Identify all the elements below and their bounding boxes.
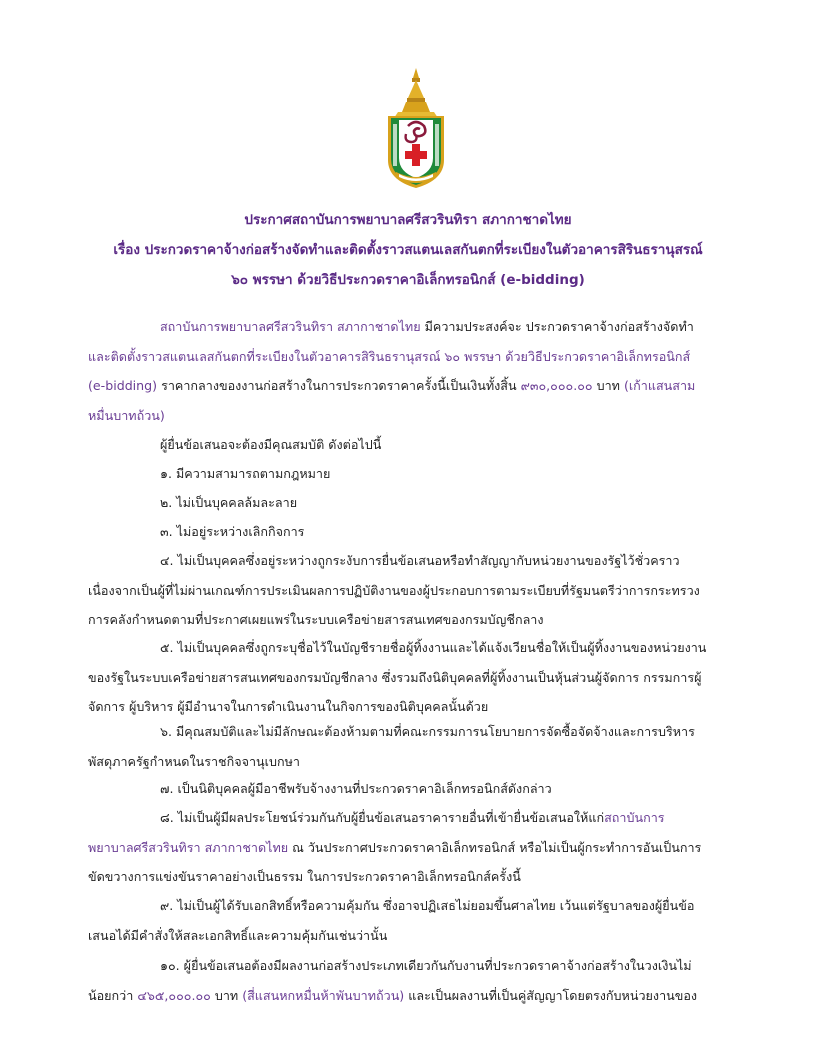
qualification-item-9: ๙. ไม่เป็นผู้ได้รับเอกสิทธิ์หรือความคุ้มกัน ซึ่งอาจปฏิเสธไม่ยอมขึ้นศาลไทย เว้นแต่รัฐบาลของผู้ยื่นข้อ เสนอได้มีคำสั่งให้สละเอกสิทธิ์และความคุ้มกันเช่นว่านั้น — [88, 898, 695, 943]
subject-line: เรื่อง ประกวดราคาจ้างก่อสร้างจัดทำและติดตั้งราวสแตนเลสกันตกที่ระเบียงในตัวอาคารสิรินธรานุสรณ์ — [113, 242, 703, 258]
announcement-title: ประกาศสถาบันการพยาบาลศรีสวรินทิรา สภากาชาดไทย — [244, 212, 572, 228]
qualification-item-5: ๕. ไม่เป็นบุคคลซึ่งถูกระบุชื่อไว้ในบัญชีรายชื่อผู้ทิ้งงานและได้แจ้งเวียนชื่อให้เป็นผู้ทิ้งงานของหน่วยงาน ของรัฐในระบบเครือข่ายสารสนเทศของกรมบัญชีกลาง ซึ่งรวมถึงนิติบุคคลที่ผู้ทิ้งงานเป็นหุ้นส่วนผู้จัดการ กรรมการผู้ จัดการ ผู้บริหาร ผู้มีอำนาจในการดำเนินงานในกิจการของนิติบุคคลนั้นด้วย — [88, 640, 707, 714]
qualifications-heading: ผู้ยื่นข้อเสนอจะต้องมีคุณสมบัติ ดังต่อไปนี้ — [160, 437, 382, 452]
reference-price: ๙๓๐,๐๐๐.๐๐ — [520, 378, 593, 393]
qualification-item-3: ๓. ไม่อยู่ระหว่างเลิกกิจการ — [160, 524, 305, 539]
spire-tip — [413, 68, 419, 78]
qualification-item-6: ๖. มีคุณสมบัติและไม่มีลักษณะต้องห้ามตามที่คณะกรรมการนโยบายการจัดซื้อจัดจ้างและการบริหาร พัสดุภาครัฐกำหนดในราชกิจจานุเบกษา — [88, 724, 695, 769]
qualification-item-4: ๔. ไม่เป็นบุคคลซึ่งอยู่ระหว่างถูกระงับการยื่นข้อเสนอหรือทำสัญญากับหน่วยงานของรัฐไว้ชั่วคราว เนื่องจากเป็นผู้ที่ไม่ผ่านเกณฑ์การประเมินผลการปฏิบัติงานของผู้ประกอบการตามระเบียบที่รัฐมนตรีว่าการกระทรวง การคลังกำหนดตามที่ประกาศเผยแพร่ในระบบเครือข่ายสารสนเทศของกรมบัญชีกลาง — [88, 553, 700, 627]
qualification-item-10: ๑๐. ผู้ยื่นข้อเสนอต้องมีผลงานก่อสร้างประเภทเดียวกันกับงานที่ประกวดราคาจ้างก่อสร้างในวงเงินไม่ น้อยกว่า ๔๖๕,๐๐๐.๐๐ บาท (สี่แสนหกหมื่นห้าพันบาทถ้วน) และเป็นผลงานที่เป็นคู่สัญญาโดยตรงกับหน่วยงานของ — [88, 958, 698, 1003]
institute-seal-logo — [380, 68, 452, 190]
qualification-item-1: ๑. มีความสามารถตามกฎหมาย — [160, 466, 331, 481]
institute-name: สถาบันการพยาบาลศรีสวรินทิรา สภากาชาดไทย — [160, 319, 421, 334]
intro-paragraph: สถาบันการพยาบาลศรีสวรินทิรา สภากาชาดไทย มีความประสงค์จะ ประกวดราคาจ้างก่อสร้างจัดทำ และติดตั้งราวสแตนเลสกันตกที่ระเบียงในตัวอาคารสิรินธรานุสรณ์ ๖๐ พรรษา ด้วยวิธีประกวดราคาอิเล็กทรอนิกส์ (e-bidding) ราคากลางของงานก่อสร้างในการประกวดราคาครั้งนี้เป็นเงินทั้งสิ้น ๙๓๐,๐๐๐.๐๐ บาท (เก้าแสนสาม หมื่นบาทถ้วน) — [88, 319, 696, 423]
qualification-item-7: ๗. เป็นนิติบุคคลผู้มีอาชีพรับจ้างงานที่ประกวดราคาอิเล็กทรอนิกส์ดังกล่าว — [160, 781, 552, 796]
qualification-item-2: ๒. ไม่เป็นบุคคลล้มละลาย — [160, 495, 298, 510]
subject-line-continued: ๖๐ พรรษา ด้วยวิธีประกวดราคาอิเล็กทรอนิกส์ (e-bidding) — [231, 272, 585, 288]
min-work-value: ๔๖๕,๐๐๐.๐๐ — [137, 987, 211, 1003]
qualification-item-8: ๘. ไม่เป็นผู้มีผลประโยชน์ร่วมกันกับผู้ยื่นข้อเสนอราคารายอื่นที่เข้ายื่นข้อเสนอให้แก่สถาบันการ พยาบาลศรีสวรินทิรา สภากาชาดไทย ณ วันประกาศประกวดราคาอิเล็กทรอนิกส์ หรือไม่เป็นผู้กระทำการอันเป็นการ ขัดขวางการแข่งขันราคาอย่างเป็นธรรม ในการประกวดราคาอิเล็กทรอนิกส์ครั้งนี้ — [88, 810, 702, 884]
